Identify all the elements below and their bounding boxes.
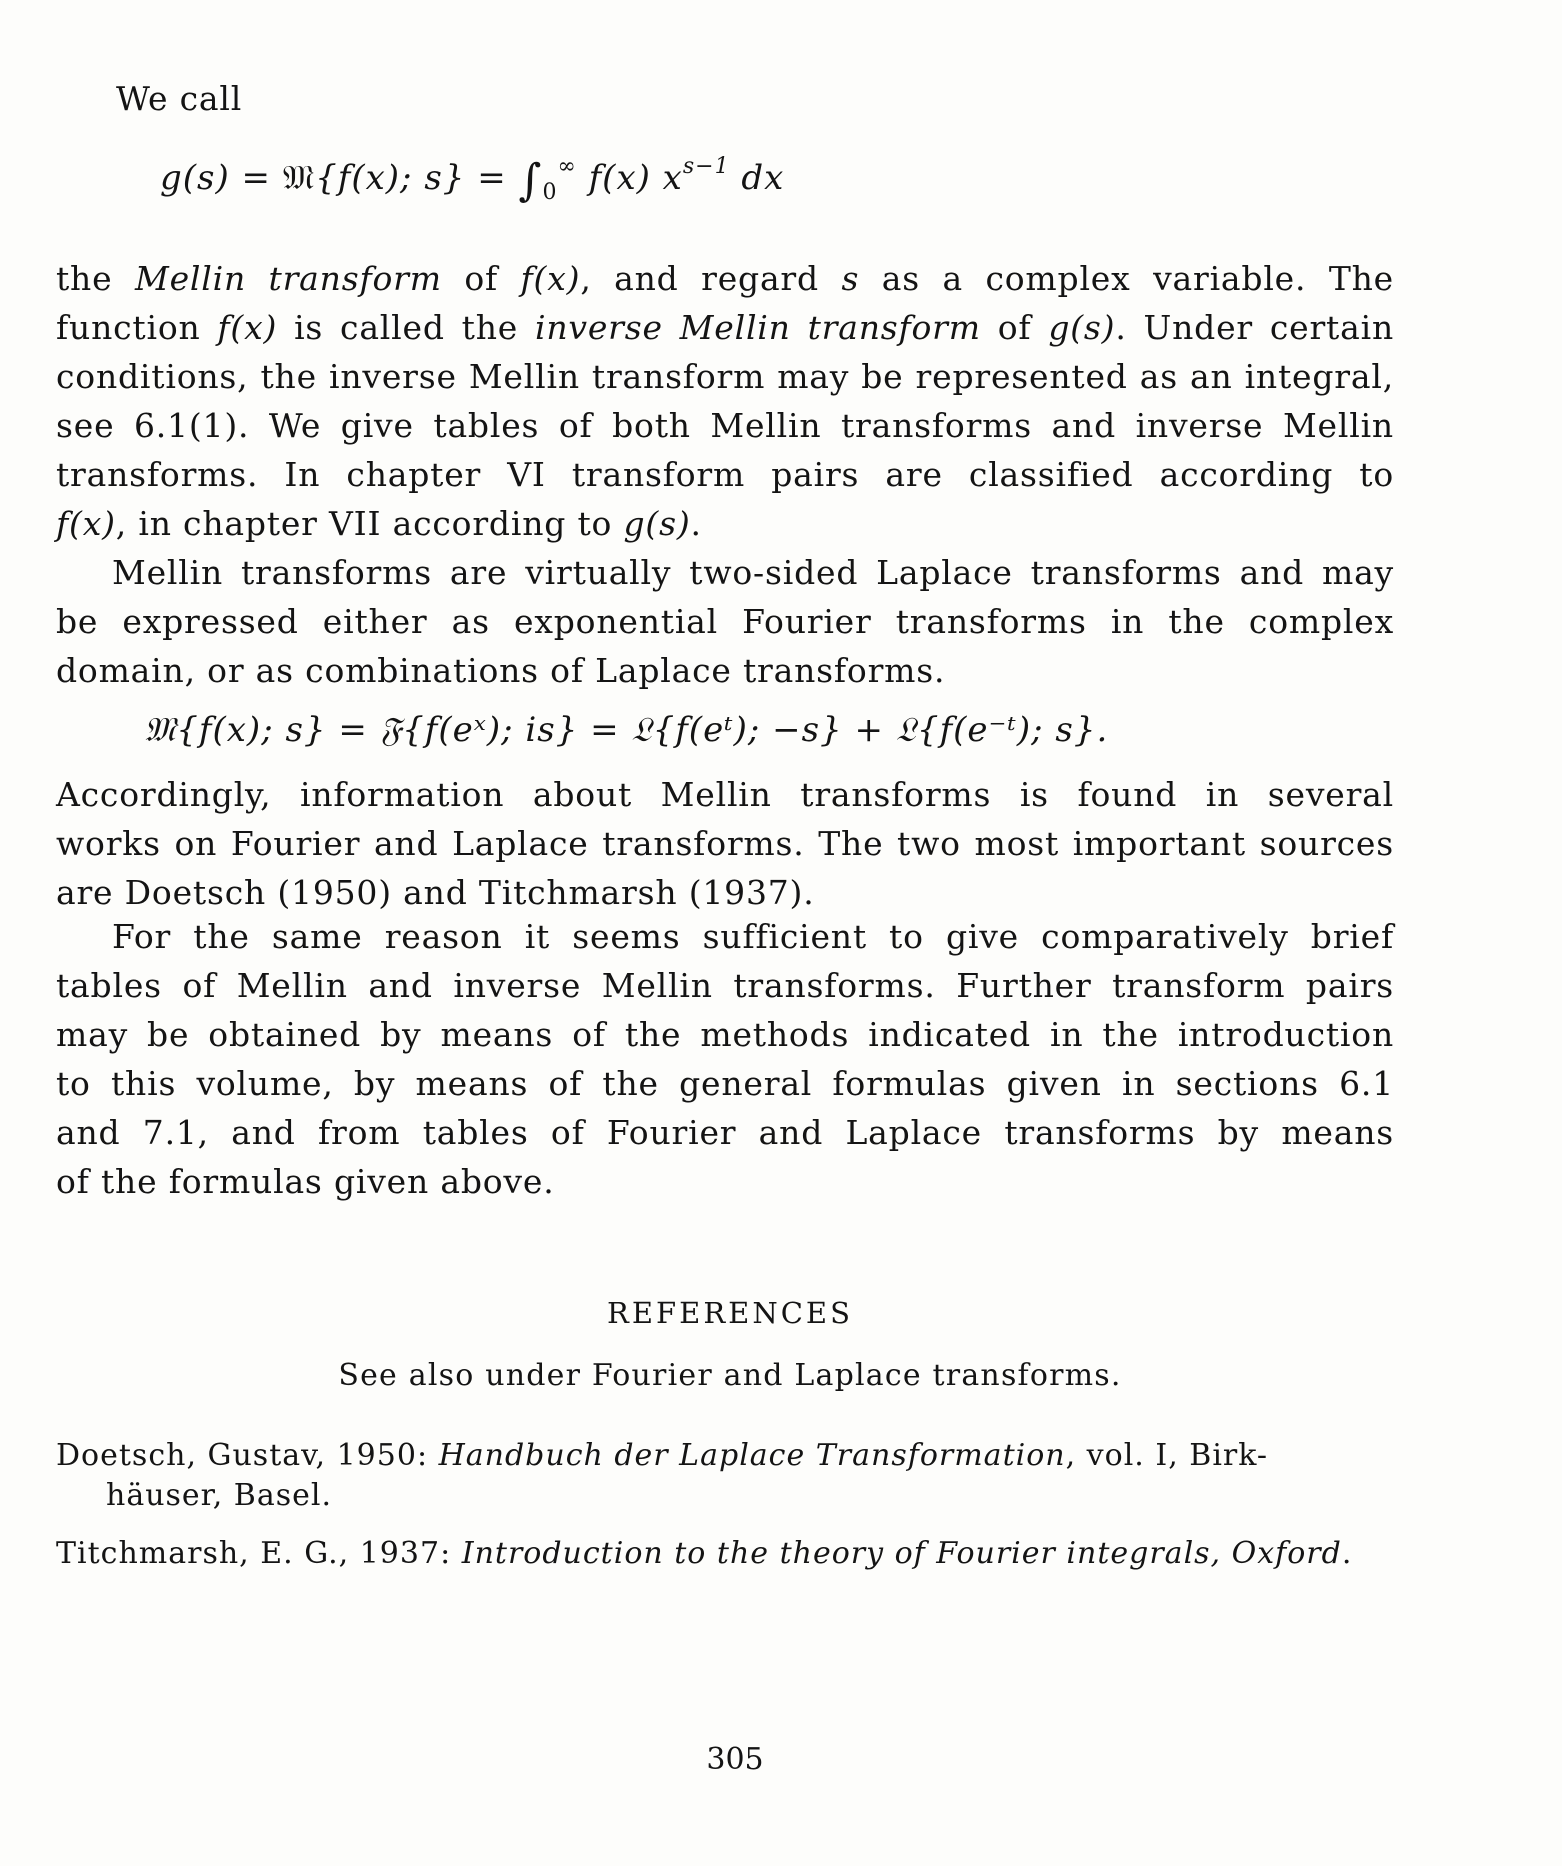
mellin-transform-formula	[160, 154, 784, 206]
formula-argument: {f(x); s} =	[315, 158, 519, 198]
integrand-power: s−1	[682, 154, 730, 179]
reference-title: Introduction to the theory of Fourier integrals, Oxford	[461, 1536, 1342, 1571]
integral-upper-limit: ∞	[557, 154, 577, 179]
paragraph-1-line: conditions, the inverse Mellin transform may be represented as an integral,	[56, 357, 1394, 396]
references-note: See also under Fourier and Laplace transforms.	[338, 1358, 1122, 1393]
paragraph-4-line: may be obtained by means of the methods indicated in the introduction	[56, 1015, 1394, 1054]
paragraph-4-line: and 7.1, and from tables of Fourier and Laplace transforms by means	[56, 1113, 1394, 1152]
differential: dx	[729, 158, 785, 198]
paragraph-4	[56, 912, 1394, 1206]
paragraph-3	[56, 770, 1394, 917]
paragraph-3-line: are Doetsch (1950) and Titchmarsh (1937).	[56, 873, 815, 912]
paragraph-1-line: f(x), in chapter VII according to g(s).	[56, 504, 702, 543]
integral-sign: ∫	[518, 155, 543, 206]
references-heading: REFERENCES	[607, 1296, 853, 1330]
reference-entry	[56, 1534, 1394, 1574]
paragraph-2-line: domain, or as combinations of Laplace transforms.	[56, 651, 946, 690]
paragraph-1-line: function f(x) is called the inverse Mellin transform of g(s). Under certain	[56, 308, 1394, 347]
formula-lhs: g(s) =	[160, 158, 283, 198]
paragraph-3-line: works on Fourier and Laplace transforms. The two most important sources	[56, 824, 1394, 863]
paragraph-4-line: of the formulas given above.	[56, 1162, 555, 1201]
reference-author: Titchmarsh, E. G., 1937:	[56, 1536, 462, 1571]
reference-details: .	[1341, 1536, 1353, 1571]
reference-entry	[56, 1436, 1394, 1516]
paragraph-1-line: transforms. In chapter VI transform pairs are classified according to	[56, 455, 1394, 494]
paragraph-4-line: tables of Mellin and inverse Mellin transforms. Further transform pairs	[56, 966, 1394, 1005]
paragraph-3-line: Accordingly, information about Mellin transforms is found in several	[56, 775, 1394, 814]
paragraph-1-line: see 6.1(1). We give tables of both Mellin transforms and inverse Mellin	[56, 406, 1394, 445]
reference-title: Handbuch der Laplace Transformation	[438, 1438, 1066, 1473]
mellin-operator: 𝔐	[282, 158, 316, 198]
emphasis-inverse-mellin-transform: inverse Mellin transform	[534, 308, 981, 347]
paragraph-2	[56, 548, 1394, 695]
paragraph-1	[56, 254, 1394, 548]
paragraph-4-line: to this volume, by means of the general formulas given in sections 6.1	[56, 1064, 1394, 1103]
page-number: 305	[706, 1742, 764, 1777]
intro-text: We call	[116, 79, 243, 118]
integrand: f(x) x	[576, 158, 683, 198]
reference-details: , vol. I, Birk-	[1065, 1438, 1269, 1473]
reference-continuation: häuser, Basel.	[106, 1478, 333, 1513]
reference-author: Doetsch, Gustav, 1950:	[56, 1438, 439, 1473]
paragraph-2-line: Mellin transforms are virtually two-sided Laplace transforms and may	[112, 553, 1394, 592]
paragraph-2-line: be expressed either as exponential Fourier transforms in the complex	[56, 602, 1394, 641]
integral-lower-limit: 0	[542, 180, 558, 205]
paragraph-4-line: For the same reason it seems sufficient to give comparatively brief	[112, 917, 1394, 956]
transform-relation-formula: 𝔐{f(x); s} = 𝔉{f(eˣ); is} = 𝔏{f(eᵗ); −s} + 𝔏{f(e⁻ᵗ); s}.	[144, 710, 1109, 750]
paragraph-1-line: the Mellin transform of f(x), and regard s as a complex variable. The	[56, 259, 1395, 298]
emphasis-mellin-transform: Mellin transform	[134, 259, 442, 298]
